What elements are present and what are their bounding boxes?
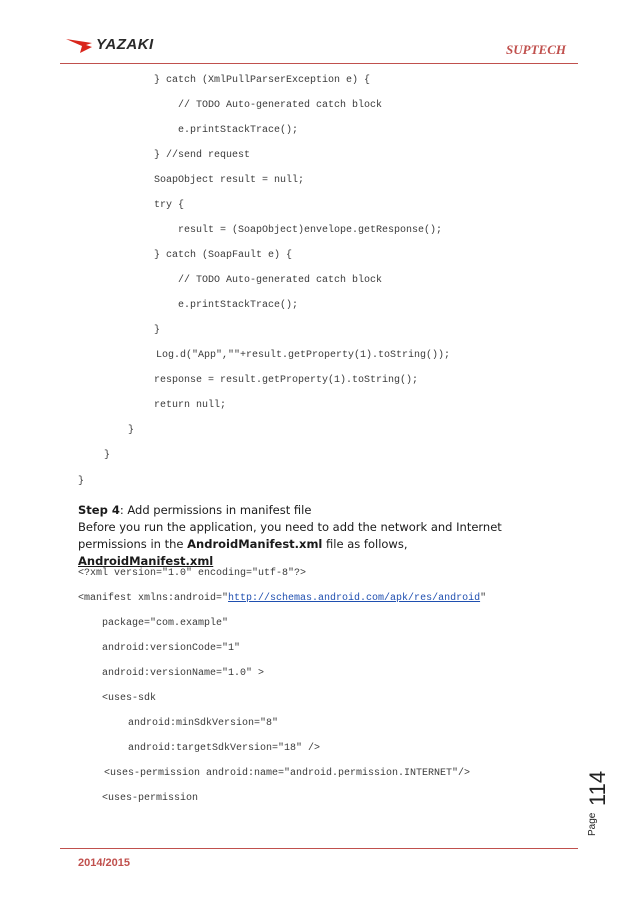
code-line: } catch (XmlPullParserException e) { — [154, 75, 371, 86]
step-section — [78, 502, 538, 570]
code-line: } — [104, 450, 111, 461]
manifest-line — [78, 593, 486, 605]
code-line: } — [154, 325, 161, 336]
manifest-text: " — [480, 593, 487, 604]
manifest-line: <uses-sdk — [102, 693, 157, 704]
yazaki-wing-icon — [66, 37, 92, 53]
header-divider — [60, 63, 578, 64]
code-line: // TODO Auto-generated catch block — [178, 275, 383, 286]
code-line: } //send request — [154, 150, 251, 161]
code-line: e.printStackTrace(); — [178, 300, 299, 311]
step-body-file: AndroidManifest.xml — [187, 537, 323, 551]
code-line: result = (SoapObject)envelope.getResponse(); — [178, 225, 443, 236]
code-line: SoapObject result = null; — [154, 175, 305, 186]
manifest-line: <?xml version="1.0" encoding="utf-8"?> — [78, 568, 307, 579]
page-label: Page — [587, 812, 598, 836]
code-line: try { — [154, 200, 185, 211]
code-line: Log.d("App",""+result.getProperty(1).toString()); — [156, 350, 451, 361]
step-body — [78, 519, 538, 553]
code-line: // TODO Auto-generated catch block — [178, 100, 383, 111]
page-number — [585, 748, 615, 858]
step-title: : Add permissions in manifest file — [119, 503, 312, 517]
manifest-line: package="com.example" — [102, 618, 229, 629]
step-body-text: Before you run the application, you need to add the network and Internet permissions in the — [78, 520, 502, 551]
code-line: return null; — [154, 400, 227, 411]
page-number-value: 114 — [585, 770, 610, 806]
manifest-line: android:versionName="1.0" > — [102, 668, 265, 679]
logo-text: YAZAKI — [96, 36, 154, 53]
footer-divider — [60, 848, 578, 849]
step-heading — [78, 502, 538, 519]
yazaki-logo — [66, 36, 154, 53]
manifest-line: android:minSdkVersion="8" — [128, 718, 279, 729]
manifest-line: android:versionCode="1" — [102, 643, 241, 654]
code-line: } catch (SoapFault e) { — [154, 250, 293, 261]
code-line: } — [78, 476, 85, 487]
manifest-line: android:targetSdkVersion="18" /> — [128, 743, 321, 754]
manifest-line: <uses-permission — [102, 793, 199, 804]
file-title: AndroidManifest.xml — [78, 554, 214, 568]
manifest-line: <uses-permission android:name="android.permission.INTERNET"/> — [104, 768, 471, 779]
code-line: } — [128, 425, 135, 436]
header-org: SUPTECH — [506, 42, 566, 57]
code-line: response = result.getProperty(1).toString(); — [154, 375, 419, 386]
schema-link[interactable]: http://schemas.android.com/apk/res/android — [228, 593, 481, 604]
code-line: e.printStackTrace(); — [178, 125, 299, 136]
manifest-text: <manifest xmlns:android=" — [78, 593, 229, 604]
footer-year: 2014/2015 — [78, 857, 130, 869]
step-label: Step 4 — [78, 503, 120, 517]
step-body-suffix: file as follows, — [322, 537, 408, 551]
